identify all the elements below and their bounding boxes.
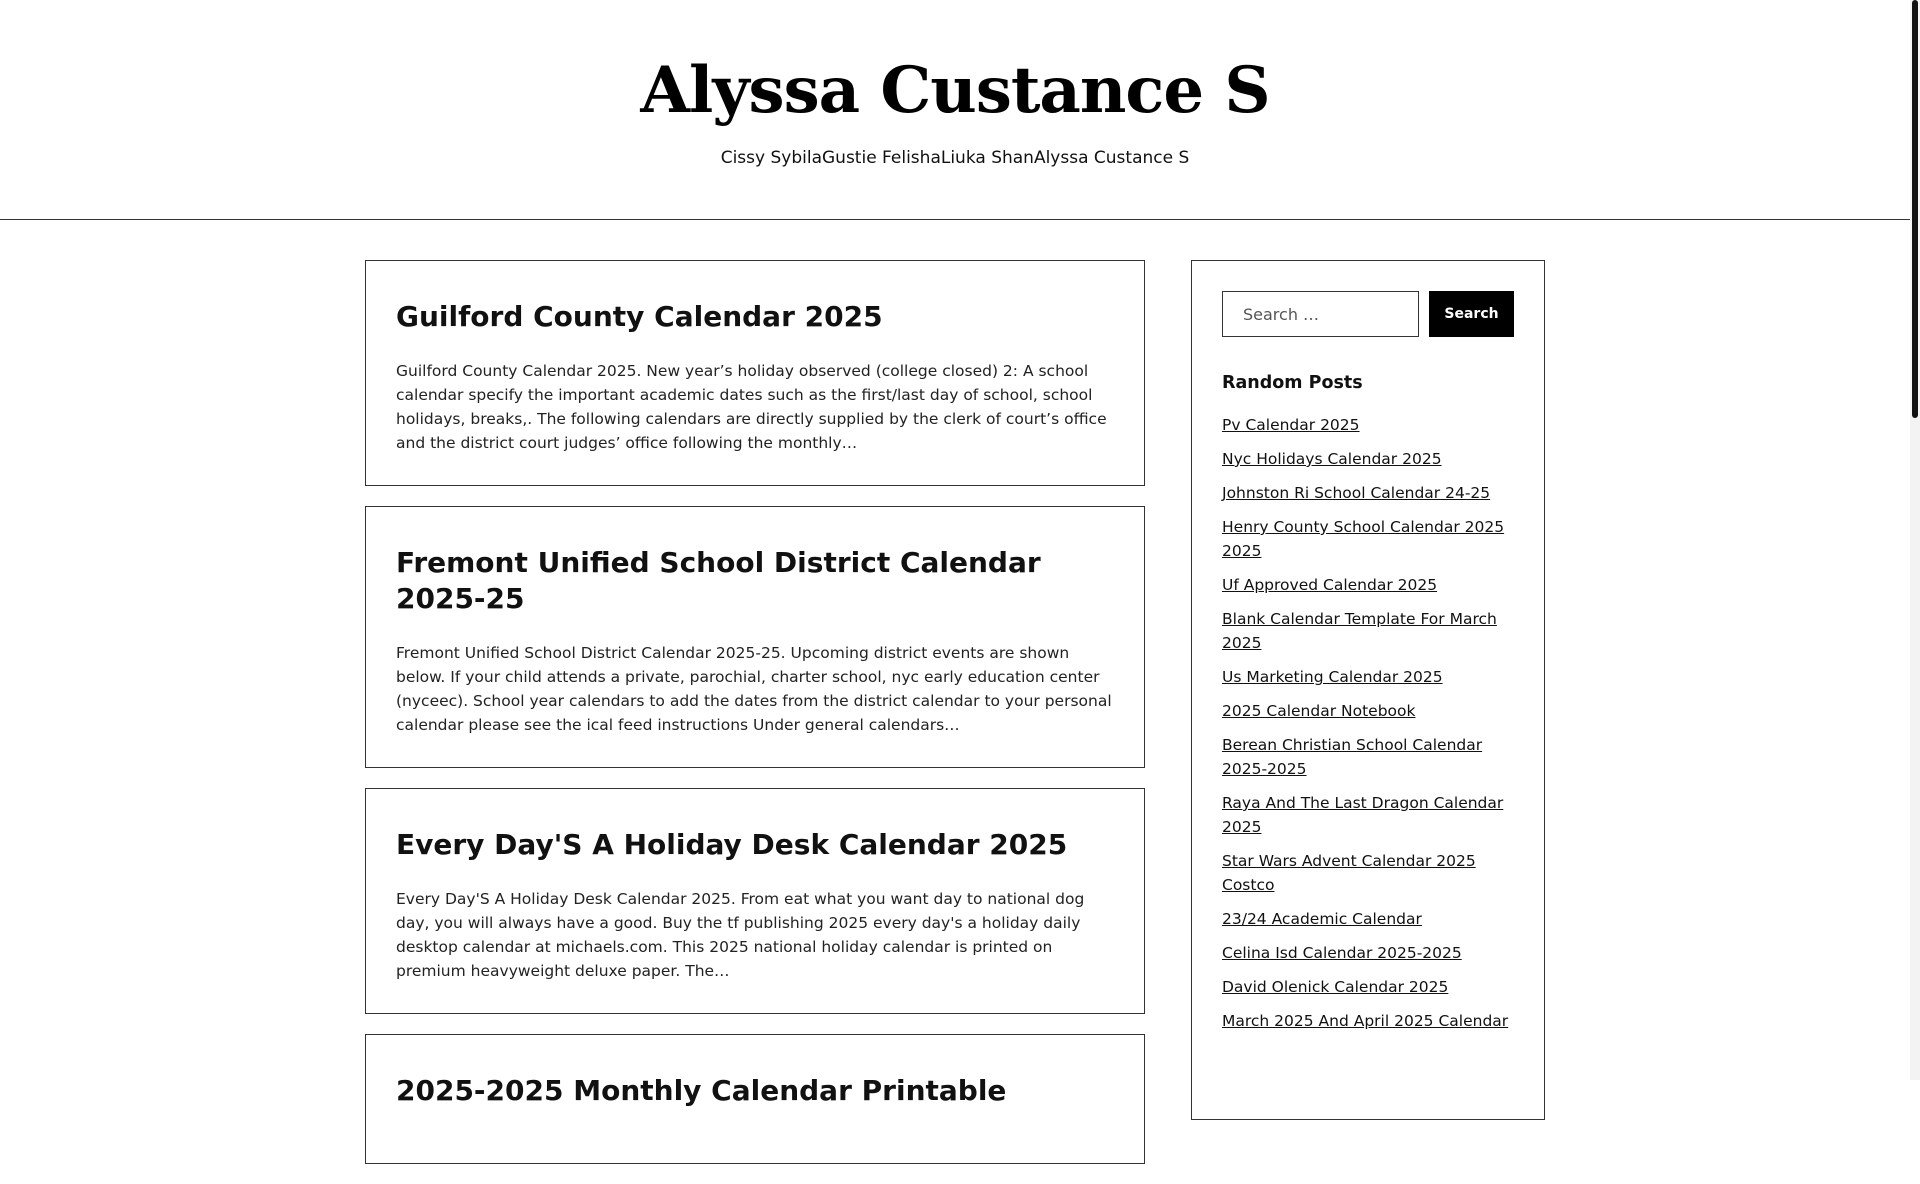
site-title[interactable]: Alyssa Custance S [640, 53, 1270, 128]
random-post-link[interactable]: Pv Calendar 2025 [1222, 416, 1360, 434]
random-posts-title: Random Posts [1222, 373, 1363, 393]
random-post-link[interactable]: Nyc Holidays Calendar 2025 [1222, 450, 1442, 468]
post-title[interactable]: Every Day'S A Holiday Desk Calendar 2025 [396, 828, 1068, 861]
list-item [1222, 665, 1514, 689]
list-item [1222, 1009, 1514, 1033]
list-item [1222, 699, 1514, 723]
list-item [1222, 515, 1514, 563]
list-item [1222, 941, 1514, 965]
site-header [0, 0, 1910, 220]
random-post-link[interactable]: Henry County School Calendar 2025 2025 [1222, 518, 1505, 560]
nav-link-alyssa-custance-s[interactable]: Alyssa Custance S [1033, 148, 1190, 168]
list-item [1222, 907, 1514, 931]
list-item [1222, 733, 1514, 781]
random-post-link[interactable]: Celina Isd Calendar 2025-2025 [1222, 944, 1462, 962]
list-item [1222, 481, 1514, 505]
random-post-link[interactable]: Johnston Ri School Calendar 24-25 [1222, 484, 1491, 502]
post-list [365, 260, 1145, 1184]
search-form [1222, 291, 1514, 337]
post-card [365, 1034, 1145, 1164]
nav-link-liuka-shan[interactable]: Liuka Shan [940, 148, 1034, 168]
random-post-link[interactable]: 23/24 Academic Calendar [1222, 910, 1422, 928]
site-nav [0, 148, 1910, 168]
search-button[interactable]: Search [1429, 291, 1514, 337]
random-post-link[interactable]: David Olenick Calendar 2025 [1222, 978, 1449, 996]
list-item [1222, 975, 1514, 999]
post-excerpt: Fremont Unified School District Calendar 2025-25. Upcoming district events are shown below. If your child attends a private, parochial, charter school, nyc early education center (nyceec). School year calendars to add the dates from the district calendar to your personal calendar please see the ical feed instructions Under general calendars… [396, 644, 1112, 734]
list-item [1222, 447, 1514, 471]
sidebar [1191, 260, 1545, 1120]
list-item [1222, 573, 1514, 597]
search-input[interactable] [1222, 291, 1419, 337]
post-card [365, 788, 1145, 1014]
post-excerpt: Every Day'S A Holiday Desk Calendar 2025. From eat what you want day to national dog day, you will always have a good. Buy the tf publishing 2025 every day's a holiday daily desktop calendar at michaels.com. This 2025 national holiday calendar is printed on premium heavyweight deluxe paper. The… [396, 890, 1085, 980]
random-posts-list [1222, 413, 1514, 1033]
post-card [365, 506, 1145, 768]
random-post-link[interactable]: March 2025 And April 2025 Calendar [1222, 1012, 1509, 1030]
post-title[interactable]: Fremont Unified School District Calendar 2025-25 [396, 546, 1041, 615]
list-item [1222, 607, 1514, 655]
nav-link-cissy-sybila[interactable]: Cissy Sybila [720, 148, 822, 168]
random-post-link[interactable]: Star Wars Advent Calendar 2025 Costco [1222, 852, 1476, 894]
random-post-link[interactable]: Us Marketing Calendar 2025 [1222, 668, 1443, 686]
post-excerpt: Guilford County Calendar 2025. New year’s holiday observed (college closed) 2: A school calendar specify the important academic dates such as the first/last day of school, school holidays, breaks,. The following calendars are directly supplied by the clerk of court’s office and the district court judges’ office following the monthly… [396, 362, 1107, 452]
random-post-link[interactable]: Blank Calendar Template For March 2025 [1222, 610, 1497, 652]
random-post-link[interactable]: Berean Christian School Calendar 2025-2025 [1222, 736, 1483, 778]
random-post-link[interactable]: Uf Approved Calendar 2025 [1222, 576, 1438, 594]
list-item [1222, 849, 1514, 897]
nav-link-gustie-felisha[interactable]: Gustie Felisha [822, 148, 941, 168]
list-item [1222, 791, 1514, 839]
post-title[interactable]: Guilford County Calendar 2025 [396, 300, 883, 333]
scrollbar-thumb[interactable] [1912, 0, 1918, 418]
random-post-link[interactable]: 2025 Calendar Notebook [1222, 702, 1416, 720]
list-item [1222, 413, 1514, 437]
page-scrollbar[interactable] [1910, 0, 1920, 1080]
random-post-link[interactable]: Raya And The Last Dragon Calendar 2025 [1222, 794, 1504, 836]
post-card [365, 260, 1145, 486]
post-title[interactable]: 2025-2025 Monthly Calendar Printable [396, 1074, 1007, 1107]
